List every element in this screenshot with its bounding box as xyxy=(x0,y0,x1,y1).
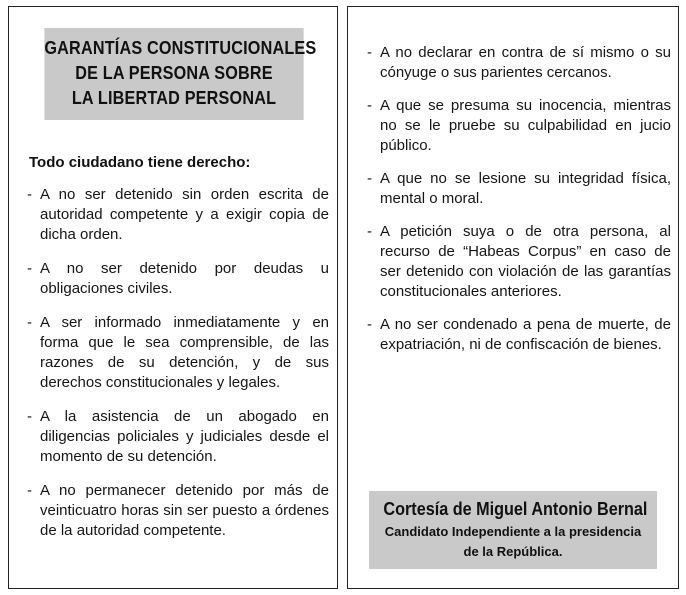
rights-list-left xyxy=(27,185,329,555)
right-item: - A la asistencia de un abogado en diligencias policiales y judiciales desde el momento de su detención. xyxy=(27,407,329,467)
right-panel xyxy=(347,6,679,589)
title-line: LA LIBERTAD PERSONAL xyxy=(71,88,277,108)
title-line: GARANTÍAS CONSTITUCIONALES xyxy=(44,38,317,58)
right-item: - A no ser detenido por deudas u obligaciones civiles. xyxy=(27,259,329,299)
credit-box xyxy=(369,491,657,569)
rights-list-right xyxy=(367,43,671,368)
title-box xyxy=(44,28,317,120)
title-line: DE LA PERSONA SOBRE xyxy=(75,63,273,83)
credit-line: de la República. xyxy=(463,544,563,559)
right-item: - A ser informado inmediatamente y en forma que le sea comprensible, de las razones de su detención, y de sus derechos constitucionales y legales. xyxy=(27,313,329,393)
right-item: - A no permanecer detenido por más de veinticuatro horas sin ser puesto a órdenes de la autoridad competente. xyxy=(27,481,329,541)
right-item: - A petición suya o de otra persona, al recurso de “Habeas Corpus” en caso de ser detenido con violación de las garantías constitucionales anteriores. xyxy=(367,222,671,302)
right-item: - A no declarar en contra de sí mismo o su cónyuge o sus parientes cercanos. xyxy=(367,43,671,83)
right-item: - A que no se lesione su integridad física, mental o moral. xyxy=(367,169,671,209)
right-item: - A que se presuma su inocencia, mientras no se le pruebe su culpabilidad en jucio público. xyxy=(367,96,671,156)
credit-name: Cortesía de Miguel Antonio Bernal xyxy=(383,499,648,519)
right-item: - A no ser condenado a pena de muerte, de expatriación, ni de confiscación de bienes. xyxy=(367,315,671,355)
intro-text: Todo ciudadano tiene derecho: xyxy=(29,154,251,171)
left-panel xyxy=(8,6,338,589)
credit-line: Candidato Independiente a la presidencia xyxy=(384,524,642,539)
right-item: - A no ser detenido sin orden escrita de autoridad competente y a exigir copia de dicha orden. xyxy=(27,185,329,245)
